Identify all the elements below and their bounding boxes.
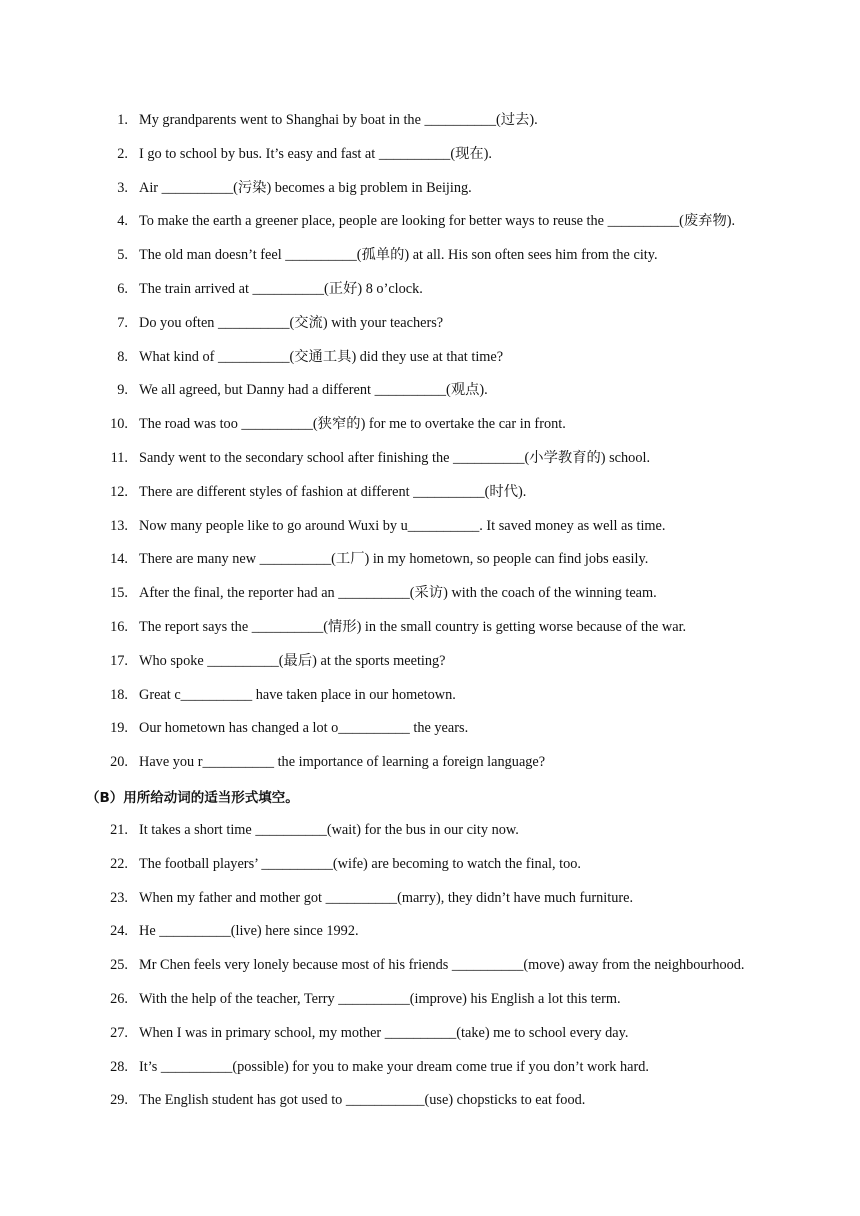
question-text: Sandy went to the secondary school after finishing the __________(小学教育的) school. <box>139 449 651 466</box>
question-text: The old man doesn’t feel __________(孤单的) at all. His son often sees him from the city. <box>139 247 658 264</box>
question-item <box>0 144 860 178</box>
question-number: 7. <box>117 314 128 331</box>
question-number: 2. <box>117 145 128 162</box>
question-number: 23. <box>110 889 128 906</box>
question-number: 27. <box>110 1024 128 1041</box>
question-text: After the final, the reporter had an __________(采访) with the coach of the winning team. <box>139 585 657 602</box>
question-item <box>0 955 860 989</box>
question-number: 18. <box>110 686 128 703</box>
question-number: 1. <box>117 112 128 128</box>
question-number: 22. <box>110 855 128 872</box>
question-item <box>0 380 860 414</box>
question-text: Now many people like to go around Wuxi by u__________. It saved money as well as time. <box>139 517 666 534</box>
question-item <box>0 989 860 1023</box>
question-text: When my father and mother got __________(marry), they didn’t have much furniture. <box>139 889 634 906</box>
question-number: 28. <box>110 1058 128 1075</box>
part-b-question-list <box>0 820 860 1124</box>
question-text: There are many new __________(工厂) in my hometown, so people can find jobs easily. <box>139 551 649 568</box>
question-number: 4. <box>117 213 128 230</box>
question-item <box>0 583 860 617</box>
question-text: We all agreed, but Danny had a different __________(观点). <box>139 382 488 399</box>
question-item <box>0 752 860 786</box>
question-text: Who spoke __________(最后) at the sports meeting? <box>139 652 446 669</box>
question-number: 3. <box>117 179 128 196</box>
question-text: Mr Chen feels very lonely because most of his friends __________(move) away from the neighbourhood. <box>139 957 745 974</box>
question-number: 20. <box>110 754 128 771</box>
question-item <box>0 448 860 482</box>
question-text: The train arrived at __________(正好) 8 o’clock. <box>139 280 423 297</box>
question-item <box>0 854 860 888</box>
question-item <box>0 482 860 516</box>
question-item <box>0 178 860 212</box>
section-b-heading: （B）用所给动词的适当形式填空。 <box>86 790 299 806</box>
question-item <box>0 313 860 347</box>
question-item <box>0 245 860 279</box>
question-number: 17. <box>110 652 128 669</box>
question-text: The road was too __________(狭窄的) for me to overtake the car in front. <box>139 416 566 433</box>
question-number: 21. <box>110 822 128 838</box>
question-number: 10. <box>110 416 128 433</box>
question-item <box>0 921 860 955</box>
question-text: It’s __________(possible) for you to make your dream come true if you don’t work hard. <box>139 1058 649 1075</box>
question-text: Air __________(污染) becomes a big problem in Beijing. <box>139 179 472 196</box>
question-number: 25. <box>110 957 128 974</box>
question-item <box>0 651 860 685</box>
question-text: With the help of the teacher, Terry __________(improve) his English a lot this term. <box>139 990 621 1007</box>
question-text: To make the earth a greener place, people are looking for better ways to reuse the __________(废弃物). <box>139 213 736 230</box>
question-item <box>0 110 860 144</box>
question-number: 11. <box>110 449 128 466</box>
question-number: 6. <box>117 280 128 297</box>
question-number: 16. <box>110 618 128 635</box>
question-number: 5. <box>117 247 128 264</box>
question-number: 13. <box>110 517 128 534</box>
question-number: 26. <box>110 990 128 1007</box>
question-number: 24. <box>110 923 128 940</box>
question-text: I go to school by bus. It’s easy and fast at __________(现在). <box>139 145 493 162</box>
question-item <box>0 685 860 719</box>
question-number: 29. <box>110 1092 128 1109</box>
question-item <box>0 820 860 854</box>
question-text: The English student has got used to ___________(use) chopsticks to eat food. <box>139 1092 586 1109</box>
question-item <box>0 888 860 922</box>
question-text: When I was in primary school, my mother __________(take) me to school every day. <box>139 1024 629 1041</box>
question-text: He __________(live) here since 1992. <box>139 923 359 940</box>
part-a-question-list <box>0 110 860 786</box>
question-text: Great c__________ have taken place in our hometown. <box>139 686 456 703</box>
question-item <box>0 347 860 381</box>
question-item <box>0 279 860 313</box>
question-item <box>0 1090 860 1124</box>
question-text: The football players’ __________(wife) are becoming to watch the final, too. <box>139 855 582 872</box>
question-item <box>0 617 860 651</box>
question-text: There are different styles of fashion at different __________(时代). <box>139 483 527 500</box>
question-item <box>0 1023 860 1057</box>
question-number: 15. <box>110 585 128 602</box>
question-item <box>0 549 860 583</box>
question-text: What kind of __________(交通工具) did they use at that time? <box>139 348 504 365</box>
question-number: 12. <box>110 483 128 500</box>
question-number: 14. <box>110 551 128 568</box>
question-number: 19. <box>110 720 128 737</box>
question-item <box>0 1057 860 1091</box>
question-number: 8. <box>117 348 128 365</box>
question-text: My grandparents went to Shanghai by boat in the __________(过去). <box>139 112 538 128</box>
question-text: Our hometown has changed a lot o__________ the years. <box>139 720 469 737</box>
question-item <box>0 516 860 550</box>
question-item <box>0 718 860 752</box>
question-item <box>0 414 860 448</box>
question-text: It takes a short time __________(wait) for the bus in our city now. <box>139 822 519 838</box>
question-text: Do you often __________(交流) with your teachers? <box>139 314 444 331</box>
question-number: 9. <box>117 382 128 399</box>
question-item <box>0 211 860 245</box>
question-text: The report says the __________(情形) in the small country is getting worse because of the war. <box>139 618 687 635</box>
question-text: Have you r__________ the importance of learning a foreign language? <box>139 754 546 771</box>
